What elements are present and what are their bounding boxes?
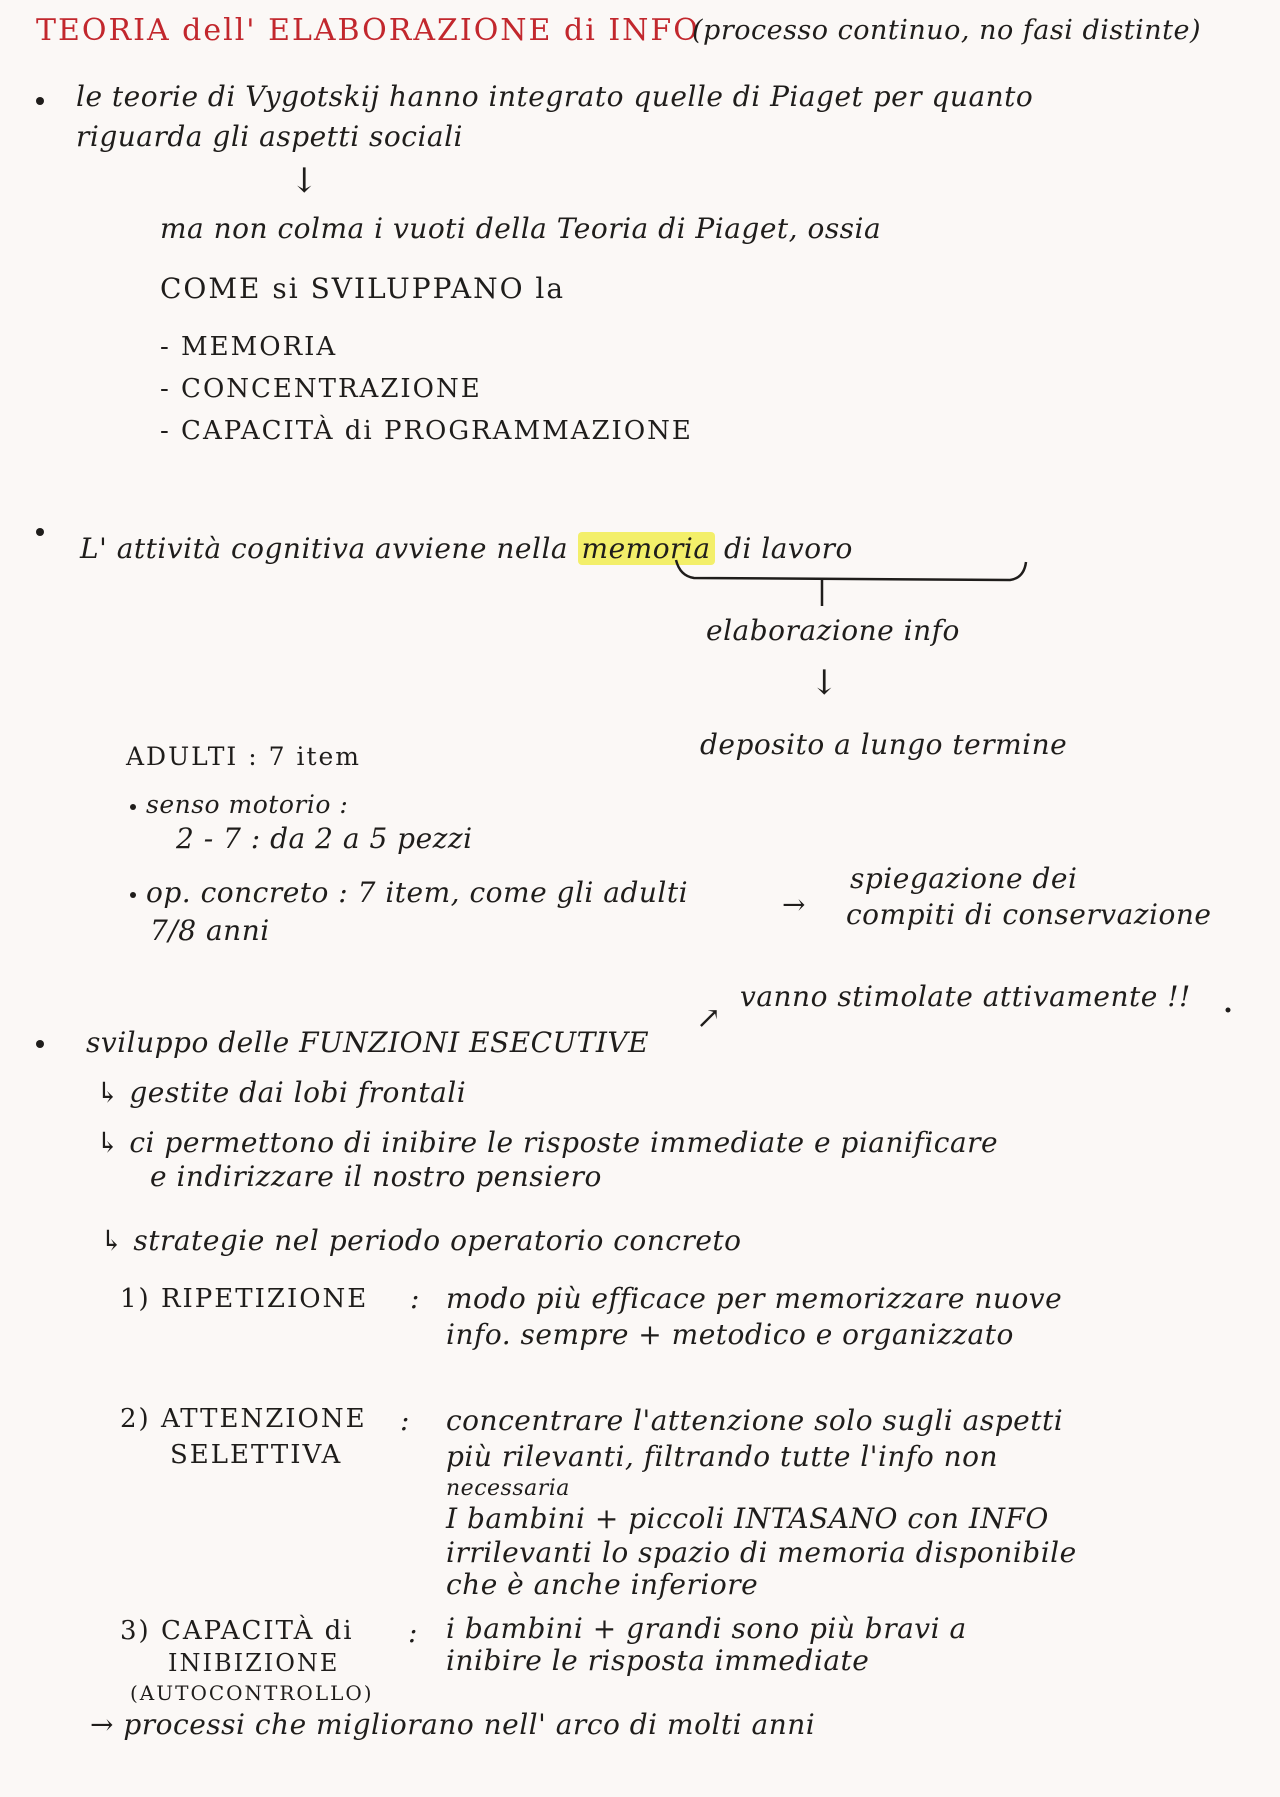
strategy-1-line: modo più efficace per memorizzare nuove — [446, 1282, 1063, 1315]
down-arrow: ↓ — [290, 161, 319, 201]
colon: : — [410, 1282, 420, 1315]
strategy-2-label: 2) ATTENZIONE — [120, 1404, 367, 1434]
strategy-2-line: più rilevanti, filtrando tutte l'info non — [446, 1440, 998, 1473]
down-arrow: ↓ — [810, 663, 839, 703]
strategy-2-line: concentrare l'attenzione solo sugli aspetti — [446, 1404, 1064, 1437]
strategy-2-label2: SELETTIVA — [170, 1440, 343, 1470]
strategy-1-label: 1) RIPETIZIONE — [120, 1284, 369, 1314]
strategy-2-line: necessaria — [446, 1476, 570, 1501]
section3-line1: sviluppo delle FUNZIONI ESECUTIVE — [86, 1026, 650, 1059]
strategy-3-label: 3) CAPACITÀ di — [120, 1616, 354, 1646]
working-memory-sub1: elaborazione info — [706, 614, 960, 647]
strategy-3-line: i bambini + grandi sono più bravi a — [446, 1612, 967, 1645]
working-memory-sub2: deposito a lungo termine — [700, 728, 1068, 761]
strategies-heading: ↳ strategie nel periodo operatorio concreto — [100, 1224, 742, 1257]
concrete-op-age: 7/8 anni — [150, 914, 270, 947]
section1-line1: le teorie di Vygotskij hanno integrato quelle di Piaget per quanto — [76, 80, 1034, 113]
strategy-1-line: info. sempre + metodico e organizzato — [446, 1318, 1014, 1351]
section3-sub2: ↳ ci permettono di inibire le risposte immediate e pianificare — [96, 1126, 999, 1159]
side-note: vanno stimolate attivamente !! — [740, 980, 1191, 1013]
page-title: TEORIA dell' ELABORAZIONE di INFO — [36, 13, 700, 48]
preop-range: 2 - 7 : da 2 a 5 pezzi — [176, 822, 473, 855]
adults-item-count: ADULTI : 7 item — [126, 742, 361, 771]
colon: : — [408, 1616, 418, 1649]
strategy-2-line: irrilevanti lo spazio di memoria disponibile — [446, 1536, 1077, 1569]
section1-line3: ma non colma i vuoti della Teoria di Piaget, ossia — [160, 212, 882, 245]
strategy-3-line: inibire le risposta immediate — [446, 1644, 870, 1677]
section3-sub1: ↳ gestite dai lobi frontali — [96, 1076, 467, 1109]
explain-line2: compiti di conservazione — [846, 898, 1212, 931]
diagonal-arrow: ↗ — [696, 1001, 722, 1036]
section2-line1-post: di lavoro — [723, 532, 853, 565]
list-item-programmazione: - CAPACITÀ di PROGRAMMAZIONE — [160, 416, 693, 446]
explain-line1: spiegazione dei — [850, 862, 1078, 895]
section1-line4: COME si SVILUPPANO la — [160, 272, 566, 305]
colon: : — [400, 1404, 410, 1437]
sensorimotor-label: senso motorio : — [146, 790, 349, 819]
concrete-op-line: op. concreto : 7 item, come gli adulti — [146, 876, 689, 909]
right-arrow: → — [782, 888, 806, 921]
section3-sub2b: e indirizzare il nostro pensiero — [150, 1160, 602, 1193]
list-item-memoria: - MEMORIA — [160, 332, 338, 362]
list-item-concentrazione: - CONCENTRAZIONE — [160, 374, 482, 404]
section2-line1-pre: L' attività cognitiva avviene nella — [80, 532, 569, 565]
strategy-2-line: I bambini + piccoli INTASANO con INFO — [446, 1502, 1049, 1535]
highlighted-word: memoria — [578, 532, 715, 565]
section1-line2: riguarda gli aspetti sociali — [76, 120, 464, 153]
title-note: (processo continuo, no fasi distinte) — [692, 15, 1201, 46]
strategy-2-line: che è anche inferiore — [446, 1568, 759, 1601]
closing-line: → processi che migliorano nell' arco di molti anni — [90, 1708, 816, 1741]
strategy-3-label2: INIBIZIONE — [168, 1649, 340, 1677]
strategy-3-label3: (AUTOCONTROLLO) — [130, 1681, 374, 1705]
